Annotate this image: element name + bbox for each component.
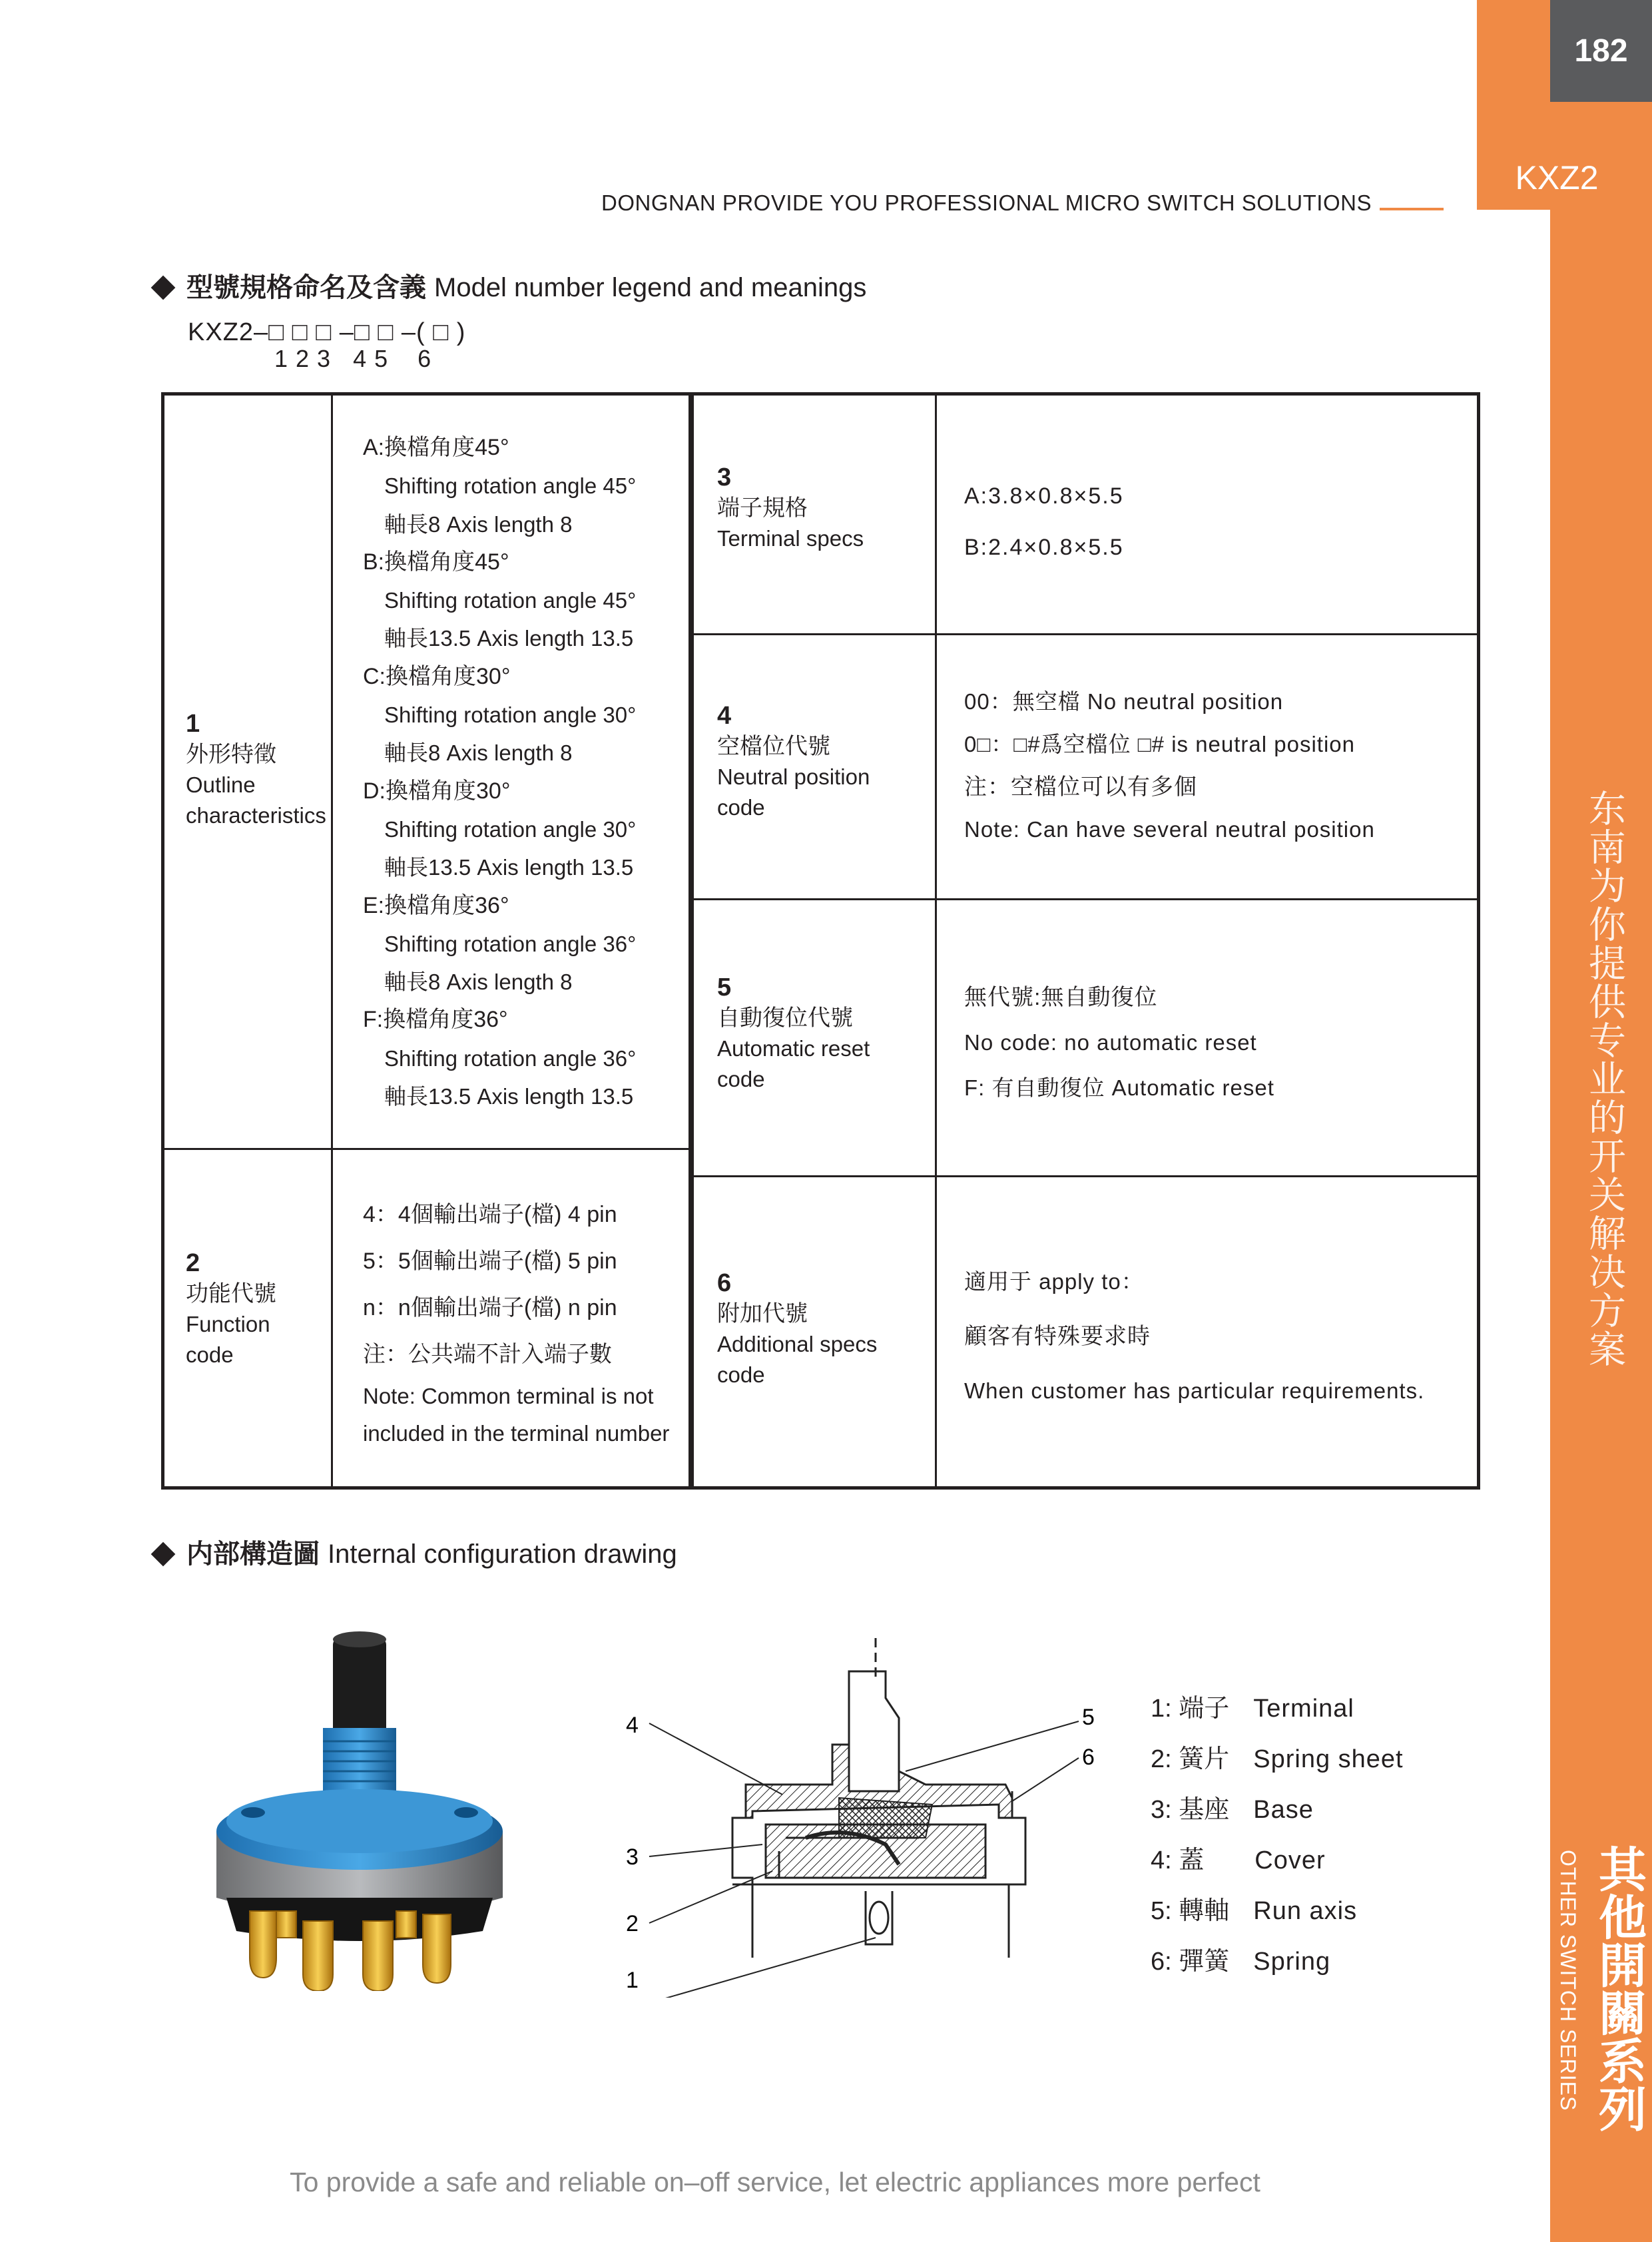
parts-legend bbox=[1151, 1683, 1404, 1987]
section-title-cn: 内部構造圖 bbox=[186, 1540, 320, 1569]
spec-line: C:換檔角度30° bbox=[363, 663, 511, 689]
spec-line: 軸長13.5 Axis length 13.5 bbox=[384, 626, 634, 651]
spec-line: A:3.8×0.8×5.5 bbox=[964, 483, 1124, 509]
spec-number: 6 bbox=[717, 1269, 732, 1297]
spec-line: Shifting rotation angle 30° bbox=[384, 702, 637, 728]
spec-line: No code: no automatic reset bbox=[964, 1030, 1257, 1055]
spec-line: n：n個輸出端子(檔) n pin bbox=[363, 1295, 617, 1320]
spec-line: 5：5個輸出端子(檔) 5 pin bbox=[363, 1249, 617, 1274]
section-title-cn: 型號規格命名及含義 bbox=[186, 273, 426, 302]
spec-line: B:換檔角度45° bbox=[363, 549, 509, 575]
part-en: Spring bbox=[1253, 1948, 1331, 1976]
spec-line: When customer has particular requirements. bbox=[964, 1378, 1425, 1403]
spec-number: 1 bbox=[186, 710, 200, 738]
table-divider bbox=[690, 1175, 1477, 1177]
spec-line: D:換檔角度30° bbox=[363, 778, 511, 804]
vertical-slogan: 东南为你提供专业的开关解决方案 bbox=[1584, 789, 1626, 1368]
spec-name-en: Outline bbox=[186, 772, 256, 797]
callout-4: 4 bbox=[626, 1713, 639, 1738]
table-divider bbox=[164, 1148, 690, 1150]
spec-name-cn: 外形特徵 bbox=[186, 742, 276, 767]
part-en: Cover bbox=[1254, 1846, 1326, 1874]
part-en: Base bbox=[1253, 1796, 1314, 1824]
spec-name-en: Function bbox=[186, 1312, 270, 1336]
part-cn: 3: 基座 bbox=[1151, 1796, 1230, 1824]
spec-name-en: code bbox=[717, 1362, 765, 1387]
spec-values-1 bbox=[363, 429, 636, 1115]
spec-label-2 bbox=[186, 1248, 276, 1370]
model-code: KXZ2 bbox=[1515, 159, 1599, 196]
part-cn: 6: 彈簧 bbox=[1151, 1948, 1230, 1976]
spec-line: 4：4個輸出端子(檔) 4 pin bbox=[363, 1202, 617, 1227]
section-title-en: Model number legend and meanings bbox=[434, 273, 867, 302]
section-heading-config bbox=[152, 1533, 677, 1571]
table-divider bbox=[331, 396, 333, 1486]
legend-item bbox=[1151, 1683, 1404, 1734]
spec-line: Shifting rotation angle 36° bbox=[384, 931, 637, 956]
spec-line: E:換檔角度36° bbox=[363, 892, 509, 918]
spec-line: Note: Common terminal is not bbox=[363, 1384, 654, 1408]
spec-name-en: Automatic reset bbox=[717, 1036, 870, 1061]
legend-item bbox=[1151, 1785, 1404, 1835]
spec-line: 軸長13.5 Axis length 13.5 bbox=[384, 855, 634, 880]
spec-number: 4 bbox=[717, 702, 732, 730]
spec-line: 0□：□#爲空檔位 □# is neutral position bbox=[964, 732, 1356, 756]
series-title-en: OTHER SWITCH SERIES bbox=[1556, 1850, 1580, 2111]
spec-number: 5 bbox=[717, 974, 732, 1001]
part-cn: 2: 簧片 bbox=[1151, 1745, 1230, 1773]
diamond-bullet-icon bbox=[151, 276, 176, 300]
callout-1: 1 bbox=[626, 1968, 639, 1993]
spec-values-3 bbox=[964, 471, 1124, 573]
callout-2: 2 bbox=[626, 1911, 639, 1936]
spec-line: Shifting rotation angle 30° bbox=[384, 816, 637, 842]
table-divider bbox=[690, 396, 694, 1486]
spec-values-5 bbox=[964, 975, 1274, 1111]
spec-line: 軸長13.5 Axis length 13.5 bbox=[384, 1084, 634, 1109]
header-rule bbox=[1380, 208, 1444, 210]
part-cn: 1: 端子 bbox=[1151, 1695, 1230, 1723]
spec-line: F:換檔角度36° bbox=[363, 1007, 508, 1033]
spec-name-en: Terminal specs bbox=[717, 526, 864, 551]
spec-name-en: Neutral position bbox=[717, 764, 870, 789]
spec-name-en: Additional specs bbox=[717, 1332, 878, 1356]
footer-slogan: To provide a safe and reliable on–off service, let electric appliances more perfect bbox=[290, 2167, 1260, 2197]
spec-line: A:換檔角度45° bbox=[363, 435, 509, 460]
spec-name-cn: 附加代號 bbox=[717, 1301, 808, 1326]
spec-line: Shifting rotation angle 45° bbox=[384, 588, 637, 613]
callout-3: 3 bbox=[626, 1844, 639, 1870]
table-divider bbox=[690, 898, 1477, 900]
spec-label-1 bbox=[186, 708, 326, 831]
part-en: Terminal bbox=[1253, 1695, 1354, 1723]
rotary-switch-photo bbox=[203, 1618, 523, 1991]
legend-item bbox=[1151, 1734, 1404, 1785]
spec-line: 無代號:無自動復位 bbox=[964, 985, 1158, 1010]
spec-label-3 bbox=[717, 462, 864, 554]
spec-name-cn: 端子規格 bbox=[717, 495, 808, 521]
model-pattern: KXZ2–□ □ □ –□ □ –( □ ) bbox=[188, 318, 466, 346]
part-en: Run axis bbox=[1253, 1897, 1358, 1925]
spec-values-4 bbox=[964, 681, 1375, 851]
page-number: 182 bbox=[1550, 0, 1652, 102]
spec-line: 顧客有特殊要求時 bbox=[964, 1324, 1151, 1349]
model-pattern-indices: 1 2 3 4 5 6 bbox=[274, 345, 432, 372]
spec-label-5 bbox=[717, 972, 870, 1095]
spec-line: 注：空檔位可以有多個 bbox=[964, 774, 1197, 800]
spec-line: 注：公共端不計入端子數 bbox=[363, 1342, 612, 1367]
table-divider bbox=[690, 633, 1477, 635]
callout-6: 6 bbox=[1082, 1745, 1095, 1770]
spec-number: 3 bbox=[717, 463, 732, 491]
callout-5: 5 bbox=[1082, 1705, 1095, 1730]
section-title-en: Internal configuration drawing bbox=[328, 1540, 677, 1569]
series-title-cn: 其他開關系列 bbox=[1591, 1844, 1645, 2132]
spec-line: 00：無空檔 No neutral position bbox=[964, 689, 1284, 714]
part-cn: 5: 轉軸 bbox=[1151, 1897, 1230, 1925]
section-heading-legend bbox=[152, 266, 866, 304]
spec-line: included in the terminal number bbox=[363, 1421, 670, 1446]
spec-line: Shifting rotation angle 36° bbox=[384, 1045, 637, 1071]
model-legend-table bbox=[161, 392, 1480, 1490]
legend-item bbox=[1151, 1936, 1404, 1987]
spec-line: 軸長8 Axis length 8 bbox=[384, 970, 573, 995]
spec-line: B:2.4×0.8×5.5 bbox=[964, 535, 1124, 560]
spec-name-en: code bbox=[717, 795, 765, 820]
spec-line: 軸長8 Axis length 8 bbox=[384, 740, 573, 766]
part-en: Spring sheet bbox=[1253, 1745, 1404, 1773]
part-cn: 4: 蓋 bbox=[1151, 1846, 1205, 1874]
spec-name-cn: 空檔位代號 bbox=[717, 734, 830, 759]
spec-line: F: 有自動復位 Automatic reset bbox=[964, 1075, 1274, 1100]
table-divider bbox=[935, 396, 937, 1486]
cross-section-drawing bbox=[613, 1625, 1132, 1998]
spec-line: 軸長8 Axis length 8 bbox=[384, 511, 573, 537]
spec-name-en: characteristics bbox=[186, 803, 326, 828]
spec-line: 適用于 apply to： bbox=[964, 1269, 1144, 1294]
spec-number: 2 bbox=[186, 1249, 200, 1277]
spec-name-cn: 功能代號 bbox=[186, 1281, 276, 1306]
spec-line: Shifting rotation angle 45° bbox=[384, 473, 637, 499]
spec-label-6 bbox=[717, 1268, 877, 1390]
header-tagline: DONGNAN PROVIDE YOU PROFESSIONAL MICRO SWITCH SOLUTIONS bbox=[601, 190, 1372, 215]
spec-name-en: code bbox=[717, 1067, 765, 1091]
spec-values-2 bbox=[363, 1191, 669, 1452]
spec-label-4 bbox=[717, 701, 870, 823]
diamond-bullet-icon bbox=[151, 1542, 176, 1567]
legend-item bbox=[1151, 1886, 1404, 1936]
spec-line: Note: Can have several neutral position bbox=[964, 817, 1375, 842]
legend-item bbox=[1151, 1835, 1404, 1886]
spec-name-en: code bbox=[186, 1342, 234, 1367]
spec-values-6 bbox=[964, 1255, 1424, 1418]
spec-name-cn: 自動復位代號 bbox=[717, 1005, 853, 1031]
